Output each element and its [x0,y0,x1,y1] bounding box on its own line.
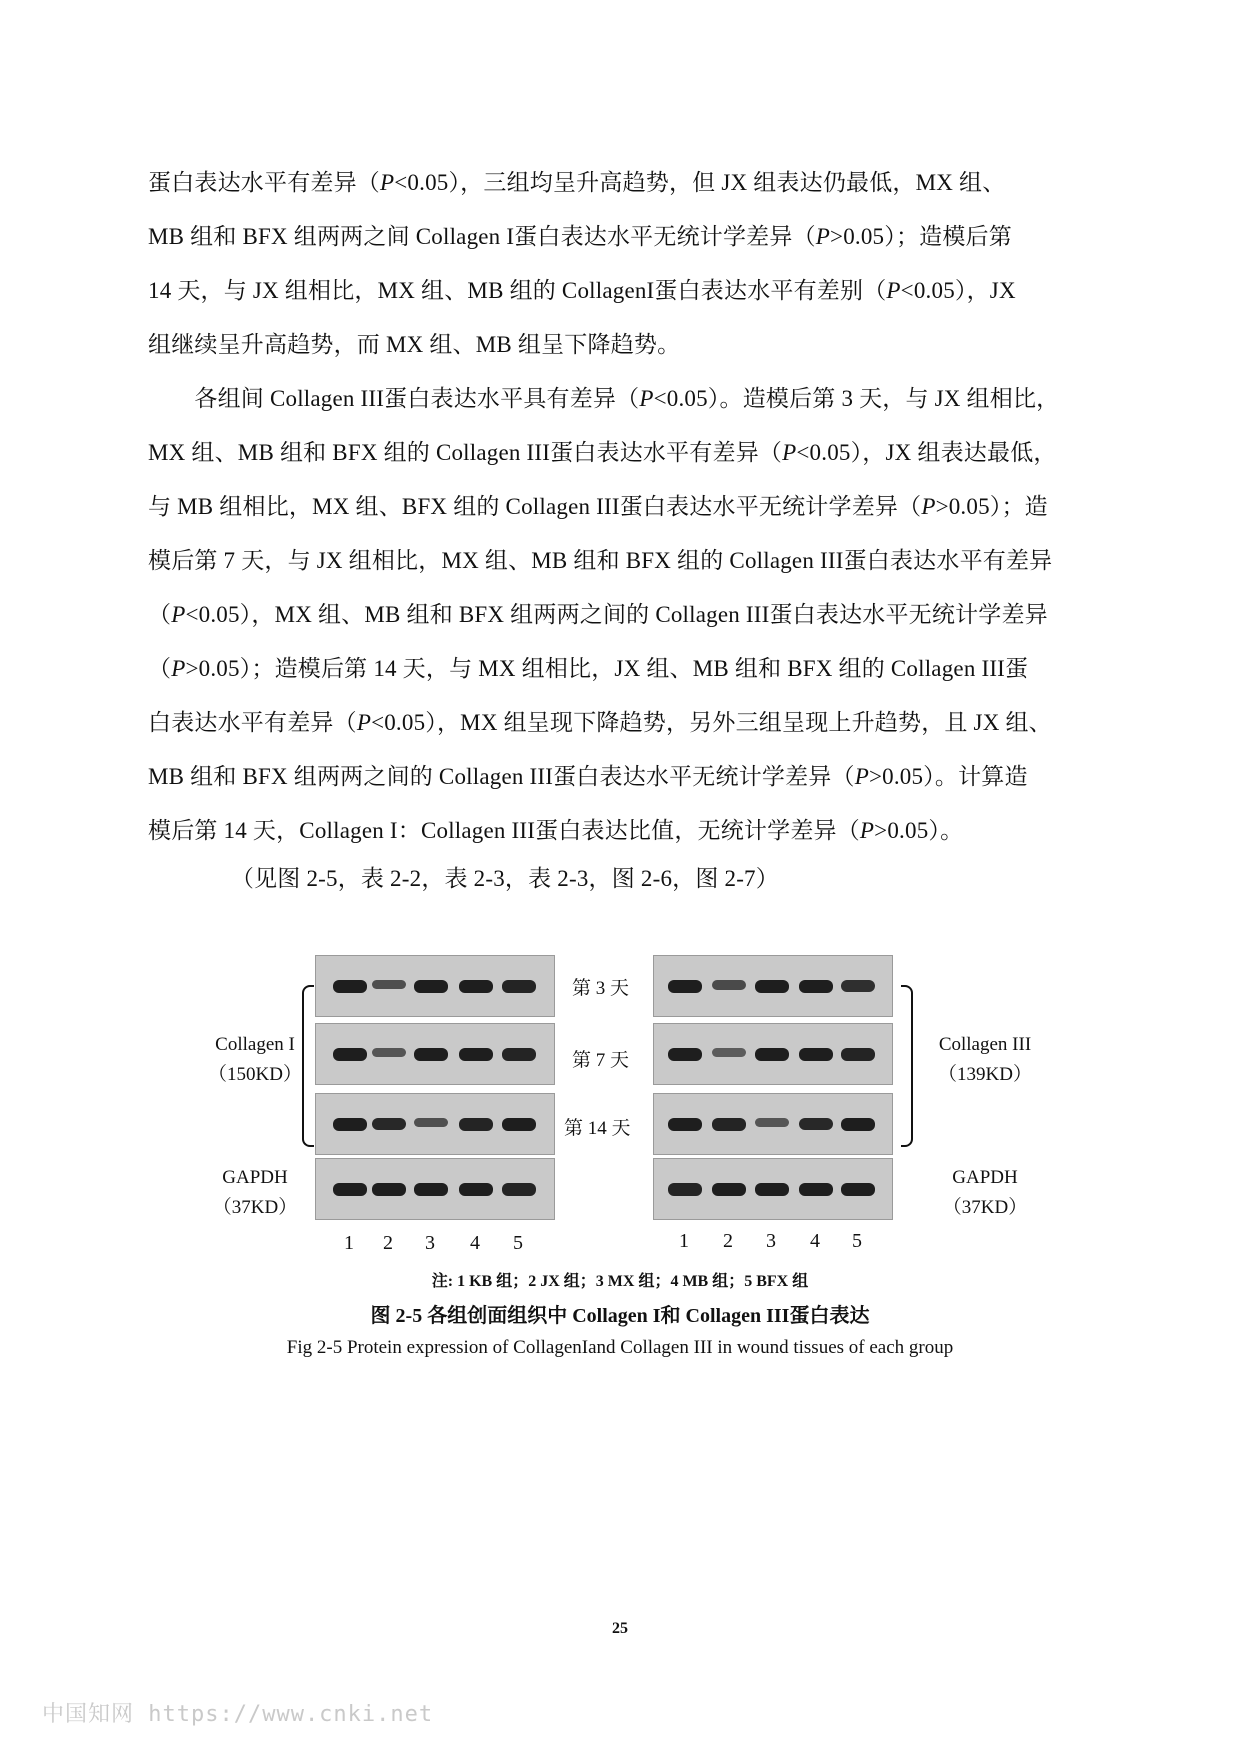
figure-caption-en: Fig 2-5 Protein expression of CollagenIand Collagen III in wound tissues of each group [286,1337,954,1358]
paragraph-line [148,600,1048,630]
page-number: 25 [612,1620,628,1637]
protein-band [799,1048,833,1061]
protein-band [414,1183,448,1196]
protein-band [755,1118,789,1127]
text-segment: （ [148,602,172,627]
right-lane-number: 4 [810,1230,820,1252]
right-lane-number: 3 [766,1230,776,1252]
day-7-label: 第 7 天 [572,1050,630,1071]
text-segment: MB 组和 BFX 组两两之间的 Collagen III蛋白表达水平无统计学差异（ [148,764,855,789]
protein-band [799,1118,833,1130]
left-lane-number: 5 [513,1232,523,1254]
protein-band [712,1048,746,1057]
protein-band [712,1118,746,1131]
paragraph-line [148,708,1052,738]
p-value-symbol: P [782,440,797,465]
figure-caption-zh: 图 2-5 各组创面组织中 Collagen I和 Collagen III蛋白表达 [370,1305,870,1327]
protein-band [372,1048,406,1057]
protein-band [799,980,833,993]
text-segment: 14 天，与 JX 组相比，MX 组、MB 组的 CollagenI蛋白表达水平有差别（ [148,278,887,303]
protein-band [502,980,536,993]
text-segment: MB 组和 BFX 组两两之间 Collagen I蛋白表达水平无统计学差异（ [148,224,816,249]
protein-band [502,1118,536,1131]
text-segment: 组继续呈升高趋势，而 MX 组、MB 组呈下降趋势。 [148,332,681,357]
paragraph-line [148,438,1057,468]
gapdh-left-label: GAPDH （37KD） [212,1167,298,1218]
protein-band [372,1183,406,1196]
right-blot-row-4 [653,1158,893,1220]
paragraph-line [148,330,680,360]
protein-band [459,1048,493,1061]
text-segment: >0.05）；造 [935,494,1048,519]
text-segment: <0.05），三组均呈升高趋势，但 JX 组表达仍最低，MX 组、 [394,170,1006,195]
text-segment: <0.05），MX 组、MB 组和 BFX 组两两之间的 Collagen III蛋白表达水平无统计学差异 [185,602,1048,627]
protein-band [502,1048,536,1061]
text-segment: <0.05），MX 组呈现下降趋势，另外三组呈现上升趋势，且 JX 组、 [371,710,1052,735]
right-lane-number: 1 [679,1230,689,1252]
paragraph-line [148,276,1016,306]
left-lane-number: 3 [425,1232,435,1254]
text-segment: <0.05），JX [900,278,1016,303]
protein-band [372,980,406,989]
paragraph-line [148,222,1012,252]
day-14-label: 第 14 天 [564,1118,631,1139]
text-segment: （ [148,656,172,681]
protein-band [333,1183,367,1196]
left-lane-number: 4 [470,1232,480,1254]
protein-band [755,980,789,993]
text-segment: >0.05）。计算造 [868,764,1028,789]
protein-band [668,1118,702,1131]
protein-band [333,1118,367,1131]
protein-band [414,1118,448,1127]
protein-band [841,1048,875,1061]
text-segment: >0.05）；造模后第 14 天，与 MX 组相比，JX 组、MB 组和 BFX 组的 Collagen III蛋 [185,656,1029,681]
text-segment: >0.05）。 [874,818,964,843]
protein-band [712,980,746,990]
protein-band [459,1118,493,1131]
paragraph-line [148,762,1028,792]
collagen-i-brace [302,985,314,1147]
right-blot-row-2 [653,1023,893,1085]
protein-band [755,1183,789,1196]
paragraph-line [148,492,1048,522]
collagen-i-label: Collagen I （150KD） [208,1034,302,1085]
left-blot-row-4 [315,1158,555,1220]
collagen-iii-label: Collagen III （139KD） [938,1034,1032,1085]
p-value-symbol: P [854,764,869,789]
protein-band [459,1183,493,1196]
text-segment: 白表达水平有差异（ [148,710,357,735]
right-blot-row-1 [653,955,893,1017]
paragraph-line [148,168,1005,198]
text-segment: 与 MB 组相比，MX 组、BFX 组的 Collagen III蛋白表达水平无统计学差异（ [148,494,922,519]
p-value-symbol: P [171,602,186,627]
text-segment: 蛋白表达水平有差异（ [148,170,380,195]
left-blot-row-2 [315,1023,555,1085]
right-lane-number: 5 [852,1230,862,1252]
paragraph-line [148,546,1052,576]
p-value-symbol: P [356,710,372,735]
protein-band [459,980,493,993]
left-lane-number: 2 [383,1232,393,1254]
protein-band [333,980,367,993]
protein-band [668,1183,702,1196]
gapdh-right-label: GAPDH （37KD） [942,1167,1028,1218]
paragraph-line [148,384,1059,414]
protein-band [668,1048,702,1061]
protein-band [502,1183,536,1196]
right-blot-row-3 [653,1093,893,1155]
p-value-symbol: P [380,170,395,195]
protein-band [372,1118,406,1130]
p-value-symbol: P [171,656,186,681]
text-segment: <0.05），JX 组表达最低， [796,440,1057,465]
p-value-symbol: P [815,224,831,249]
cnki-watermark: 中国知网 https://www.cnki.net [42,1702,434,1727]
paragraph-line [196,864,779,894]
left-lane-number: 1 [344,1232,354,1254]
paragraph-line [148,816,963,846]
p-value-symbol: P [921,494,936,519]
text-segment: （见图 2-5，表 2-2，表 2-3，表 2-3，图 2-6，图 2-7） [196,866,779,891]
protein-band [414,1048,448,1061]
figure-note: 注: 1 KB 组；2 JX 组；3 MX 组；4 MB 组；5 BFX 组 [431,1273,809,1290]
text-segment: 模后第 7 天，与 JX 组相比，MX 组、MB 组和 BFX 组的 Collagen III蛋白表达水平有差异 [148,548,1053,573]
p-value-symbol: P [639,386,654,411]
protein-band [799,1183,833,1196]
left-blot-row-1 [315,955,555,1017]
text-segment: <0.05）。造模后第 3 天，与 JX 组相比， [653,386,1060,411]
protein-band [668,980,702,993]
text-segment: 模后第 14 天，Collagen I：Collagen III蛋白表达比值，无统计学差异（ [148,818,860,843]
paragraph-line [148,654,1028,684]
protein-band [841,1118,875,1131]
text-segment: >0.05）；造模后第 [830,224,1012,249]
p-value-symbol: P [859,818,875,843]
right-lane-number: 2 [723,1230,733,1252]
protein-band [712,1183,746,1196]
text-segment: 各组间 Collagen III蛋白表达水平具有差异（ [148,386,640,411]
protein-band [841,980,875,992]
protein-band [755,1048,789,1061]
protein-band [841,1183,875,1196]
protein-band [333,1048,367,1061]
protein-band [414,980,448,993]
text-segment: MX 组、MB 组和 BFX 组的 Collagen III蛋白表达水平有差异（ [148,440,783,465]
left-blot-row-3 [315,1093,555,1155]
day-3-label: 第 3 天 [572,978,630,999]
p-value-symbol: P [886,278,901,303]
